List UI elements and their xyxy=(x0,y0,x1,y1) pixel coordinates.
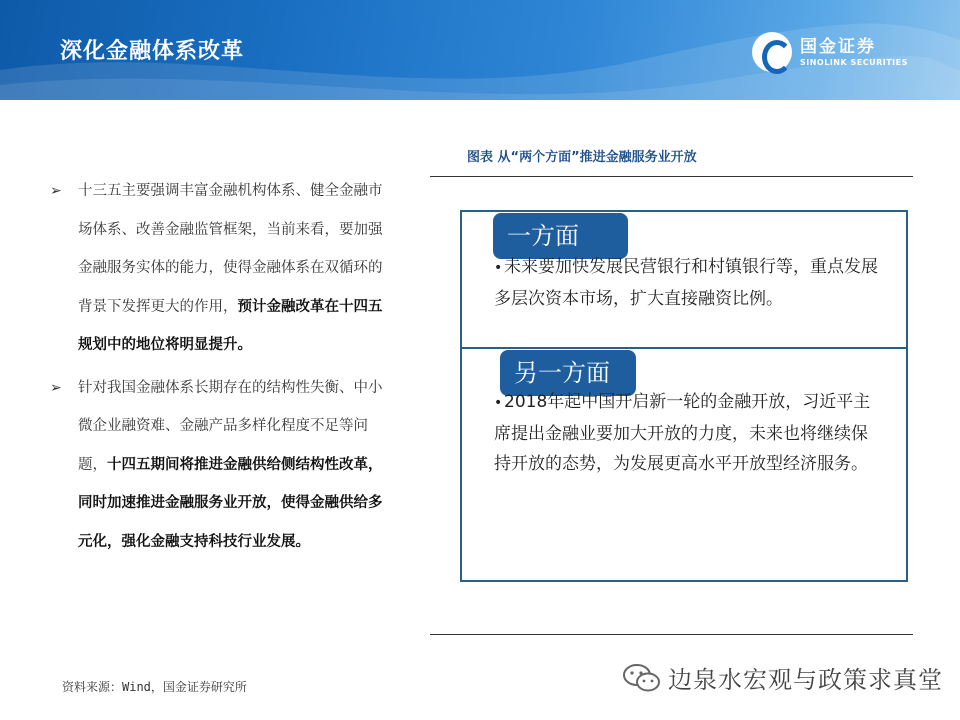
logo-name-cn: 国金证券 xyxy=(800,36,876,57)
wechat-icon xyxy=(622,662,662,694)
watermark-text: 边泉水宏观与政策求真堂 xyxy=(668,666,943,694)
caption-rule xyxy=(430,176,913,177)
bullet-emphasis: 十四五期间将推进金融供给侧结构性改革，同时加速推进金融服务业开放，使得金融供给多元化，强化金融支持科技行业发展。 xyxy=(78,456,383,550)
dot-bullet-icon: • xyxy=(494,260,503,276)
dot-bullet-icon: • xyxy=(494,395,503,411)
bullet-emphasis: 预计金融改革在十四五规划中的地位将明显提升。 xyxy=(78,298,383,353)
arrow-bullet-icon: ➢ xyxy=(50,183,62,199)
bullet-list xyxy=(50,172,390,565)
sinolink-logo-icon xyxy=(752,32,792,72)
list-item xyxy=(50,172,390,365)
page-title: 深化金融体系改革 xyxy=(60,39,245,64)
tag-one-aspect: 一方面 xyxy=(493,213,628,259)
arrow-bullet-icon: ➢ xyxy=(50,379,62,396)
point-one-text: • 未来要加快发展民营银行和村镇银行等，重点发展多层次资本市场，扩大直接融资比例。 xyxy=(494,252,884,314)
figure-caption: 图表 从“两个方面”推进金融服务业开放 xyxy=(467,150,697,165)
company-logo xyxy=(752,30,932,74)
bullet-text: 针对我国金融体系长期存在的结构性失衡、中小微企业融资难、金融产品多样化程度不足等问题， xyxy=(78,379,383,473)
watermark xyxy=(622,660,943,695)
figure-box-divider xyxy=(460,347,908,349)
header-banner xyxy=(0,0,960,100)
source-note: 资料来源：Wind，国金证券研究所 xyxy=(62,680,247,694)
point-two-text: • 2018年起中国开启新一轮的金融开放，习近平主席提出金融业要加大开放的力度，未来也将继续保持开放的态势，为发展更高水平开放型经济服务。 xyxy=(494,387,884,480)
bullet-text: 十三五主要强调丰富金融机构体系、健全金融市场体系、改善金融监管框架，当前来看，要加强金融服务实体的能力，使得金融体系在双循环的背景下发挥更大的作用， xyxy=(78,183,383,315)
tag-other-aspect: 另一方面 xyxy=(500,350,636,396)
logo-name-en: SINOLINK SECURITIES xyxy=(800,57,908,67)
figure-bottom-rule xyxy=(430,634,913,635)
list-item xyxy=(50,369,390,562)
